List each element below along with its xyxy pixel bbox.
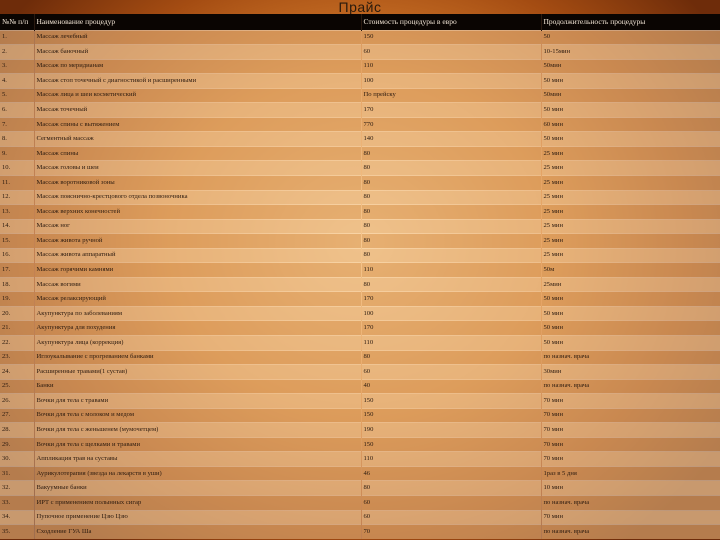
procedure-price: 170 — [361, 292, 541, 307]
procedure-price: 60 — [361, 510, 541, 525]
table-row — [0, 219, 720, 234]
procedure-duration: по назнач. врача — [541, 496, 720, 511]
procedure-name: Вочки для тела с женьшенем (мумочетцем) — [34, 423, 361, 438]
procedure-duration: 50м — [541, 263, 720, 278]
procedure-name: Акупунктура по заболеваниям — [34, 306, 361, 321]
table-row — [0, 59, 720, 74]
procedure-price: 110 — [361, 59, 541, 74]
header-procedure: Наименование процедур — [34, 14, 361, 30]
procedure-duration: по назнач. врача — [541, 525, 720, 540]
procedure-name: ИРТ с применением полынных сигар — [34, 496, 361, 511]
procedure-duration: 25 мин — [541, 190, 720, 205]
procedure-price: 110 — [361, 452, 541, 467]
row-number: 12. — [0, 190, 34, 205]
procedure-duration: 70 мин — [541, 394, 720, 409]
table-row — [0, 379, 720, 394]
row-number: 28. — [0, 423, 34, 438]
table-row — [0, 350, 720, 365]
procedure-price: 80 — [361, 350, 541, 365]
procedure-name: Вочки для тела с щелками и травами — [34, 437, 361, 452]
procedure-duration: 1раз в 5 дня — [541, 466, 720, 481]
procedure-name: Банки — [34, 379, 361, 394]
row-number: 29. — [0, 437, 34, 452]
procedure-name: Массаж живота аппаратный — [34, 248, 361, 263]
procedure-duration: 50 мин — [541, 321, 720, 336]
row-number: 25. — [0, 379, 34, 394]
table-row — [0, 481, 720, 496]
procedure-duration: по назнач. врача — [541, 379, 720, 394]
table-row — [0, 510, 720, 525]
table-header-row — [0, 14, 720, 30]
procedure-duration: 70 мин — [541, 437, 720, 452]
table-row — [0, 437, 720, 452]
procedure-name: Массаж воротниковой зоны — [34, 175, 361, 190]
table-row — [0, 321, 720, 336]
procedure-duration: 50мин — [541, 59, 720, 74]
procedure-price: 190 — [361, 423, 541, 438]
procedure-price: 60 — [361, 496, 541, 511]
procedure-price: 110 — [361, 335, 541, 350]
procedure-name: Массаж баночный — [34, 45, 361, 60]
table-row — [0, 88, 720, 103]
procedure-name: Вочки для тела с молоком и медом — [34, 408, 361, 423]
procedure-price: 150 — [361, 437, 541, 452]
procedure-name: Сходление ГУА Ша — [34, 525, 361, 540]
procedure-duration: 70 мин — [541, 423, 720, 438]
procedure-name: Массаж спины — [34, 146, 361, 161]
row-number: 14. — [0, 219, 34, 234]
table-row — [0, 496, 720, 511]
row-number: 18. — [0, 277, 34, 292]
procedure-duration: по назнач. врача — [541, 350, 720, 365]
row-number: 30. — [0, 452, 34, 467]
procedure-price: 770 — [361, 117, 541, 132]
procedure-price: 110 — [361, 263, 541, 278]
row-number: 16. — [0, 248, 34, 263]
row-number: 31. — [0, 466, 34, 481]
row-number: 6. — [0, 103, 34, 118]
table-row — [0, 525, 720, 540]
row-number: 3. — [0, 59, 34, 74]
row-number: 32. — [0, 481, 34, 496]
row-number: 20. — [0, 306, 34, 321]
row-number: 27. — [0, 408, 34, 423]
row-number: 24. — [0, 365, 34, 380]
procedure-price: 80 — [361, 190, 541, 205]
procedure-price: 40 — [361, 379, 541, 394]
procedure-name: Массаж горячими камнями — [34, 263, 361, 278]
row-number: 9. — [0, 146, 34, 161]
procedure-duration: 10 мин — [541, 481, 720, 496]
procedure-price: 70 — [361, 525, 541, 540]
table-row — [0, 394, 720, 409]
table-row — [0, 45, 720, 60]
procedure-name: Пупочное применение Цзю Цзю — [34, 510, 361, 525]
procedure-duration: 50 мин — [541, 74, 720, 89]
procedure-price: 150 — [361, 408, 541, 423]
procedure-price: 60 — [361, 45, 541, 60]
procedure-price: 150 — [361, 30, 541, 45]
table-row — [0, 117, 720, 132]
procedure-price: 150 — [361, 394, 541, 409]
procedure-name: Расширенные травами(1 сустав) — [34, 365, 361, 380]
procedure-name: Массаж верхних конечностей — [34, 205, 361, 220]
row-number: 22. — [0, 335, 34, 350]
procedure-name: Массаж головы и шеи — [34, 161, 361, 176]
table-row — [0, 408, 720, 423]
procedure-name: Аппликация трав на суставы — [34, 452, 361, 467]
procedure-name: Вочки для тела с травами — [34, 394, 361, 409]
procedure-duration: 70 мин — [541, 510, 720, 525]
procedure-duration: 70 мин — [541, 408, 720, 423]
row-number: 5. — [0, 88, 34, 103]
row-number: 4. — [0, 74, 34, 89]
procedure-price: 140 — [361, 132, 541, 147]
procedure-price: 80 — [361, 219, 541, 234]
table-row — [0, 190, 720, 205]
table-row — [0, 277, 720, 292]
procedure-name: Массаж по меридианам — [34, 59, 361, 74]
row-number: 26. — [0, 394, 34, 409]
procedure-price: 60 — [361, 365, 541, 380]
procedure-duration: 50 мин — [541, 306, 720, 321]
procedure-duration: 25 мин — [541, 248, 720, 263]
procedure-price: 170 — [361, 103, 541, 118]
header-duration: Продолжительность процедуры — [541, 14, 720, 30]
procedure-price: 80 — [361, 277, 541, 292]
procedure-price: По прейску — [361, 88, 541, 103]
procedure-duration: 25 мин — [541, 234, 720, 249]
procedure-name: Массаж релаксирующий — [34, 292, 361, 307]
table-row — [0, 161, 720, 176]
procedure-name: Массаж лица и шеи косметический — [34, 88, 361, 103]
procedure-price: 80 — [361, 481, 541, 496]
row-number: 2. — [0, 45, 34, 60]
procedure-name: Массаж лечебный — [34, 30, 361, 45]
table-row — [0, 30, 720, 45]
procedure-price: 46 — [361, 466, 541, 481]
procedure-name: Массаж спины с вытяжением — [34, 117, 361, 132]
row-number: 8. — [0, 132, 34, 147]
price-table — [0, 14, 720, 539]
procedure-duration: 25 мин — [541, 146, 720, 161]
procedure-price: 80 — [361, 248, 541, 263]
procedure-price: 170 — [361, 321, 541, 336]
table-row — [0, 146, 720, 161]
procedure-name: Массаж ног — [34, 219, 361, 234]
procedure-duration: 30мин — [541, 365, 720, 380]
procedure-price: 100 — [361, 306, 541, 321]
row-number: 35. — [0, 525, 34, 540]
table-row — [0, 292, 720, 307]
procedure-duration: 25 мин — [541, 205, 720, 220]
procedure-name: Акупунктура лица (коррекция) — [34, 335, 361, 350]
row-number: 34. — [0, 510, 34, 525]
procedure-name: Массаж вогими — [34, 277, 361, 292]
table-row — [0, 423, 720, 438]
table-row — [0, 234, 720, 249]
table-row — [0, 263, 720, 278]
procedure-duration: 25 мин — [541, 175, 720, 190]
procedure-duration: 50 мин — [541, 132, 720, 147]
table-row — [0, 74, 720, 89]
procedure-duration: 25мин — [541, 277, 720, 292]
procedure-price: 80 — [361, 234, 541, 249]
table-row — [0, 205, 720, 220]
row-number: 23. — [0, 350, 34, 365]
procedure-duration: 50 мин — [541, 292, 720, 307]
procedure-name: Массаж живота ручной — [34, 234, 361, 249]
procedure-name: Массаж точечный — [34, 103, 361, 118]
procedure-name: Массаж стоп точечный с диагностикой и расширенными — [34, 74, 361, 89]
header-price: Стоимость процедуры в евро — [361, 14, 541, 30]
row-number: 13. — [0, 205, 34, 220]
procedure-duration: 10-15мин — [541, 45, 720, 60]
procedure-duration: 25 мин — [541, 219, 720, 234]
header-number: №№ п/п — [0, 14, 34, 30]
procedure-name: Сегментный массаж — [34, 132, 361, 147]
row-number: 7. — [0, 117, 34, 132]
procedure-duration: 50 — [541, 30, 720, 45]
table-row — [0, 466, 720, 481]
row-number: 33. — [0, 496, 34, 511]
row-number: 17. — [0, 263, 34, 278]
row-number: 11. — [0, 175, 34, 190]
row-number: 19. — [0, 292, 34, 307]
table-row — [0, 103, 720, 118]
procedure-name: Массаж пояснично-крестцового отдела позвоночника — [34, 190, 361, 205]
procedure-name: Акупунктура для похудения — [34, 321, 361, 336]
row-number: 10. — [0, 161, 34, 176]
procedure-name: Иглоукалывание с прогреванием банками — [34, 350, 361, 365]
table-row — [0, 175, 720, 190]
procedure-duration: 50 мин — [541, 335, 720, 350]
table-row — [0, 335, 720, 350]
procedure-duration: 50 мин — [541, 103, 720, 118]
table-row — [0, 248, 720, 263]
page-title: Прайс — [338, 0, 382, 15]
procedure-duration: 50мин — [541, 88, 720, 103]
procedure-price: 80 — [361, 175, 541, 190]
procedure-price: 80 — [361, 146, 541, 161]
table-row — [0, 132, 720, 147]
procedure-name: Вакуумные банки — [34, 481, 361, 496]
table-row — [0, 452, 720, 467]
row-number: 1. — [0, 30, 34, 45]
procedure-price: 80 — [361, 161, 541, 176]
procedure-duration: 60 мин — [541, 117, 720, 132]
table-row — [0, 365, 720, 380]
procedure-name: Аурикулотерапия (звезда на лекарств в уши) — [34, 466, 361, 481]
table-row — [0, 306, 720, 321]
procedure-duration: 25 мин — [541, 161, 720, 176]
procedure-price: 100 — [361, 74, 541, 89]
procedure-duration: 70 мин — [541, 452, 720, 467]
row-number: 21. — [0, 321, 34, 336]
procedure-price: 80 — [361, 205, 541, 220]
row-number: 15. — [0, 234, 34, 249]
